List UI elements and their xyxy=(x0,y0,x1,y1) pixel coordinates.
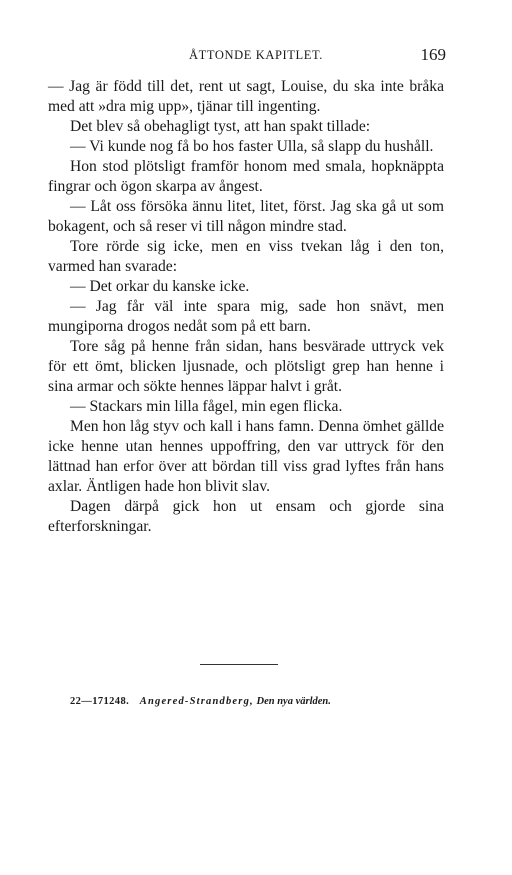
paragraph: Tore rörde sig icke, men en viss tvekan låg i den ton, varmed han svarade: xyxy=(48,238,444,275)
paragraph: Tore såg på henne från sidan, hans besvärade uttryck vek för ett ömt, blicken ljusnade, och plötsligt grep han henne i sina armar och sökte hennes läppar halvt i gråt. xyxy=(48,338,444,395)
author-name: Angered-Strandberg, xyxy=(139,696,254,707)
printer-signature-line xyxy=(70,696,450,707)
running-title: ÅTTONDE KAPITLET. xyxy=(188,48,324,62)
page-number: 169 xyxy=(420,45,446,64)
paragraph: — Jag får väl inte spara mig, sade hon snävt, men mungiporna drogos nedåt som på ett barn. xyxy=(48,298,444,335)
paragraph: — Vi kunde nog få bo hos faster Ulla, så slapp du hushåll. xyxy=(70,138,434,155)
page-header xyxy=(0,45,512,70)
paragraph: — Låt oss försöka ännu litet, litet, först. Jag ska gå ut som bokagent, och så reser vi till någon mindre stad. xyxy=(48,198,444,235)
paragraph: — Det orkar du kanske icke. xyxy=(70,278,250,295)
divider-rule xyxy=(200,664,278,665)
paragraph: Det blev så obehagligt tyst, att han spakt tillade: xyxy=(70,118,371,135)
paragraph: Dagen därpå gick hon ut ensam och gjorde sina efterforskningar. xyxy=(48,498,444,535)
paragraph: — Jag är född till det, rent ut sagt, Louise, du ska inte bråka med att »dra mig upp», tjänar till ingenting. xyxy=(48,78,444,115)
body-text xyxy=(48,77,444,537)
paragraph: Men hon låg styv och kall i hans famn. Denna ömhet gällde icke henne utan hennes uppoffring, den var uttryck för den lättnad han erfor över att bördan till viss grad lyftes från hans axlar. Äntligen hade hon blivit slav. xyxy=(48,418,444,495)
paragraph: — Stackars min lilla fågel, min egen flicka. xyxy=(70,398,343,415)
signature-mark: 22—171248. xyxy=(70,696,130,707)
work-title: Den nya världen. xyxy=(256,696,331,707)
paragraph: Hon stod plötsligt framför honom med smala, hopknäppta fingrar och ögon skarpa av ångest. xyxy=(48,158,444,195)
